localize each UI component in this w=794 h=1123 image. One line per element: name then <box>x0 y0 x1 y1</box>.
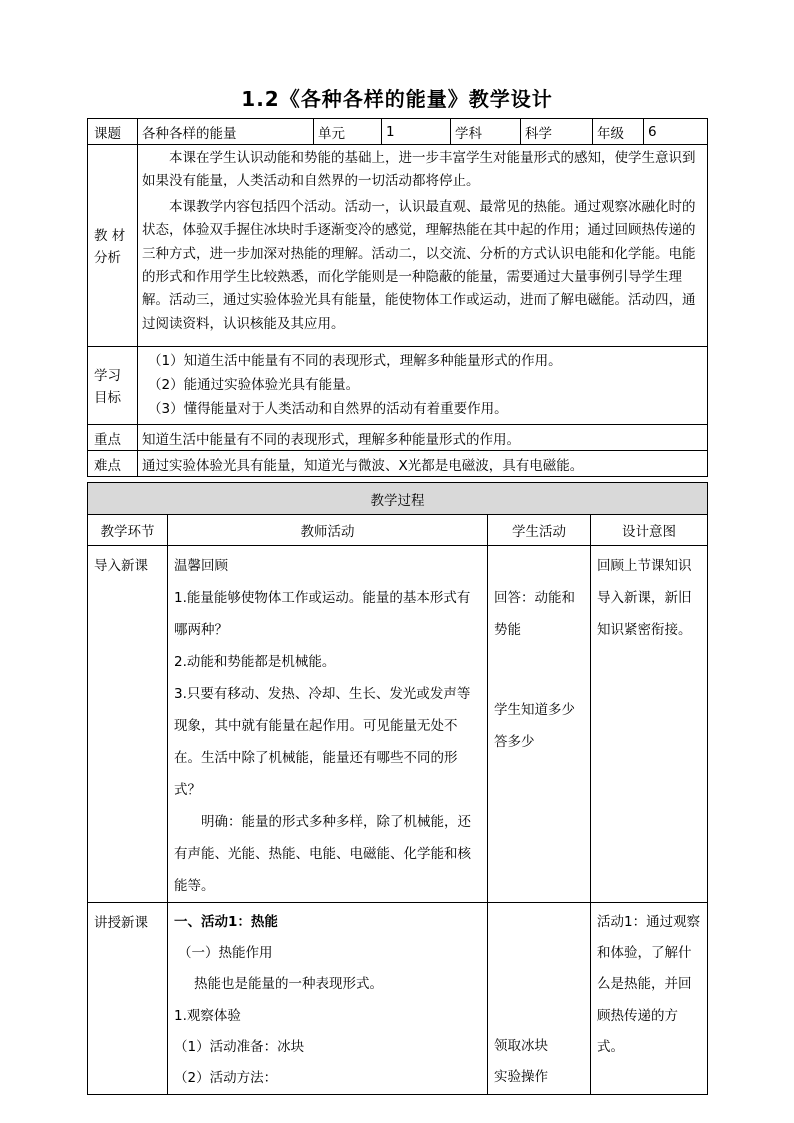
key-label: 重点 <box>88 425 138 451</box>
teacher-line: 明确：能量的形式多种多样，除了机械能，还有声能、光能、热能、电能、电磁能、化学能和核能等。 <box>174 814 471 894</box>
column-header: 学生活动 <box>488 515 591 546</box>
teacher-line: 1.能量能够使物体工作或运动。能量的基本形式有哪两种？ <box>174 590 471 638</box>
design-intent-cell <box>591 903 708 1095</box>
intent-text: 回顾上节课知识导入新课，新旧知识紧密衔接。 <box>597 558 692 638</box>
grade-value: 6 <box>644 119 708 145</box>
teacher-line: （2）活动方法： <box>174 1070 278 1087</box>
stage-label: 讲授新课 <box>94 915 148 931</box>
teacher-line: 热能也是能量的一种表现形式。 <box>194 976 383 993</box>
goals-label <box>88 347 138 425</box>
column-header: 设计意图 <box>591 515 708 546</box>
analysis-paragraph-2: 本课教学内容包括四个活动。活动一，认识最直观、最常见的热能。通过观察冰融化时的状态，体验双手握住冰块时手逐渐变冷的感觉，理解热能在其中起的作用；通过回顾热传递的三种方式，进一步加深对热能的理解。活动二，以交流、分析的方式认识电能和化学能。电能的形式和作用学生比较熟悉，而化学能则是一种隐蔽的能量，需要通过大量事例引导学生理解。活动三，通过实验体验光具有能量，能使物体工作或运动，进而了解电磁能。活动四，通过阅读资料，认识核能及其应用。 <box>142 198 696 332</box>
topic-value: 各种各样的能量 <box>138 119 314 145</box>
teacher-line: 2.动能和势能都是机械能。 <box>174 654 336 670</box>
student-activity-cell <box>488 546 591 903</box>
student-line: 领取冰块 <box>494 1038 548 1054</box>
teacher-line: （1）活动准备：冰块 <box>174 1038 305 1055</box>
teacher-line: 温馨回顾 <box>174 558 228 574</box>
subject-value: 科学 <box>521 119 593 145</box>
grade-label: 年级 <box>593 119 644 145</box>
difficulty-label: 难点 <box>88 451 138 477</box>
goal-item: （1）知道生活中能量有不同的表现形式，理解多种能量形式的作用。 <box>148 353 562 369</box>
student-activity-cell <box>488 903 591 1095</box>
analysis-label-text: 教 材 分析 <box>94 227 126 266</box>
difficulty-value: 通过实验体验光具有能量，知道光与微波、X光都是电磁波，具有电磁能。 <box>138 451 708 477</box>
teacher-line: （一）热能作用 <box>178 945 273 962</box>
goals-label-text: 学习 目标 <box>94 367 121 406</box>
stage-cell <box>88 546 168 903</box>
column-header: 教学环节 <box>88 515 168 546</box>
process-header: 教学过程 <box>88 483 708 515</box>
topic-label: 课题 <box>88 119 138 145</box>
teacher-line: 3.只要有移动、发热、冷却、生长、发光或发声等现象，其中就有能量在起作用。可见能量无处不在。生活中除了机械能，能量还有哪些不同的形式？ <box>174 686 471 798</box>
analysis-label <box>88 145 138 347</box>
design-intent-cell <box>591 546 708 903</box>
student-line: 学生知道多少答多少 <box>494 702 575 750</box>
student-line: 回答：动能和势能 <box>494 590 575 638</box>
lesson-info-table <box>87 118 708 477</box>
teacher-line: 一、活动1：热能 <box>174 914 278 930</box>
analysis-content <box>138 145 708 347</box>
intent-text: 活动1：通过观察和体验，了解什么是热能，并回顾热传递的方式。 <box>597 914 701 1055</box>
key-value: 知道生活中能量有不同的表现形式，理解多种能量形式的作用。 <box>138 425 708 451</box>
goal-item: （3）懂得能量对于人类活动和自然界的活动有着重要作用。 <box>148 401 508 417</box>
student-line: 实验操作 <box>494 1069 548 1086</box>
stage-cell <box>88 903 168 1095</box>
unit-value: 1 <box>382 119 451 145</box>
unit-label: 单元 <box>314 119 382 145</box>
goal-item: （2）能通过实验体验光具有能量。 <box>148 377 360 393</box>
document-title: 1.2《各种各样的能量》教学设计 <box>241 87 553 111</box>
goals-content <box>138 347 708 425</box>
teaching-process-table <box>87 482 708 1095</box>
stage-label: 导入新课 <box>94 558 148 574</box>
column-header: 教师活动 <box>168 515 488 546</box>
analysis-paragraph-1: 本课在学生认识动能和势能的基础上，进一步丰富学生对能量形式的感知，使学生意识到如果没有能量，人类活动和自然界的一切活动都将停止。 <box>142 150 696 190</box>
teacher-activity-cell <box>168 546 488 903</box>
subject-label: 学科 <box>451 119 521 145</box>
teacher-activity-cell <box>168 903 488 1095</box>
teacher-line: 1.观察体验 <box>174 1007 241 1024</box>
